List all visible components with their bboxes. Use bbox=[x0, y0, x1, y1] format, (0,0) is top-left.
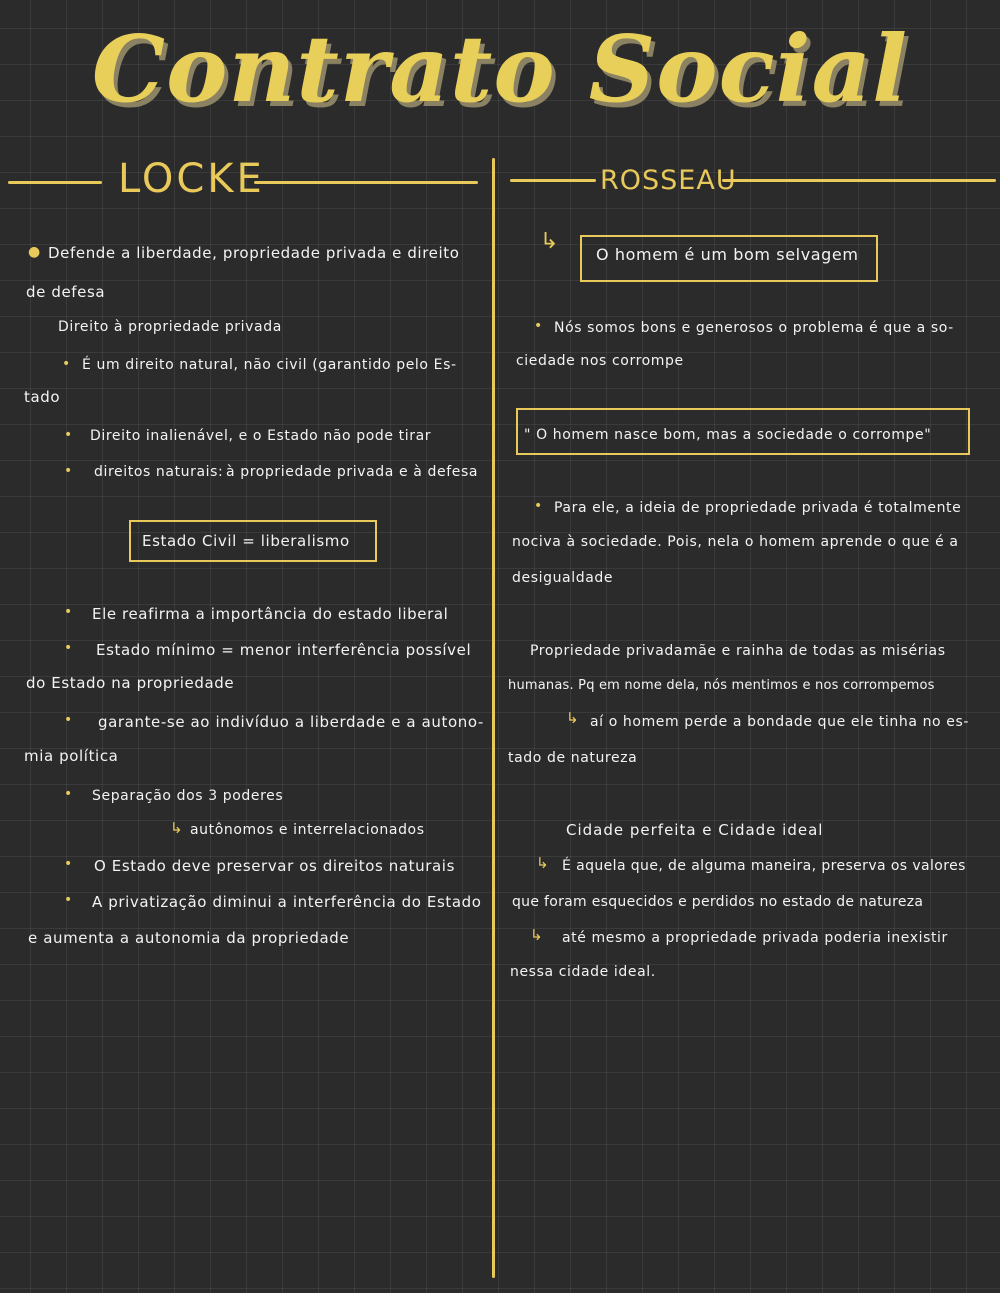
arrow-return-icon: ↳ bbox=[540, 229, 559, 254]
list-item: tado bbox=[24, 388, 61, 406]
label-propriedade-privada: Propriedade privada: bbox=[530, 643, 689, 659]
arrow-return-icon: ↳ bbox=[566, 709, 579, 727]
header-line-right-a bbox=[510, 179, 596, 182]
list-item: A privatização diminui a interferência do Estado bbox=[92, 893, 482, 911]
list-item: O Estado deve preservar os direitos naturais bbox=[94, 857, 455, 875]
list-item: de defesa bbox=[26, 283, 106, 301]
list-item: Defende a liberdade, propriedade privada e direito bbox=[48, 244, 460, 262]
column-header-locke: LOCKE bbox=[118, 156, 265, 202]
list-item: nociva à sociedade. Pois, nela o homem aprende o que é a bbox=[512, 534, 959, 550]
header-line-left-a bbox=[8, 181, 102, 184]
list-item: É um direito natural, não civil (garantido pelo Es- bbox=[82, 357, 457, 373]
column-header-rosseau: ROSSEAU bbox=[600, 165, 737, 196]
arrow-return-icon: ↳ bbox=[170, 819, 183, 837]
list-item: ciedade nos corrompe bbox=[516, 353, 684, 369]
bullet-dot: • bbox=[64, 463, 73, 479]
header-line-left-b bbox=[254, 181, 478, 184]
list-item: tado de natureza bbox=[508, 750, 638, 766]
list-item: desigualdade bbox=[512, 570, 614, 586]
list-item: Estado mínimo = menor interferência possível bbox=[96, 641, 472, 659]
bullet-dot: • bbox=[534, 498, 543, 514]
bullet-dot: • bbox=[64, 712, 73, 728]
list-item: garante-se ao indivíduo a liberdade e a autono- bbox=[98, 713, 484, 731]
list-item: nessa cidade ideal. bbox=[510, 964, 656, 980]
bullet-dot: • bbox=[64, 640, 73, 656]
bullet-dot: • bbox=[534, 318, 543, 334]
list-item: aí o homem perde a bondade que ele tinha no es- bbox=[590, 714, 970, 730]
bullet-dot: • bbox=[64, 604, 73, 620]
boxed-statement-text: O homem é um bom selvagem bbox=[596, 245, 859, 264]
bullet-dot: • bbox=[64, 892, 73, 908]
list-item: mia política bbox=[24, 747, 119, 765]
bullet-dot: • bbox=[64, 427, 73, 443]
list-item: humanas. Pq em nome dela, nós mentimos e nos corrompemos bbox=[508, 678, 935, 693]
subheading: Direito à propriedade privada bbox=[58, 319, 282, 335]
bullet-dot: • bbox=[64, 856, 73, 872]
list-item: É aquela que, de alguma maneira, preserva os valores bbox=[562, 858, 966, 874]
list-item: à propriedade privada e à defesa bbox=[226, 464, 479, 480]
list-item: Para ele, a ideia de propriedade privada é totalmente bbox=[554, 500, 962, 516]
list-item: do Estado na propriedade bbox=[26, 674, 235, 692]
page-title: Contrato Social bbox=[91, 15, 909, 123]
arrow-return-icon: ↳ bbox=[536, 854, 549, 872]
list-item: e aumenta a autonomia da propriedade bbox=[28, 929, 350, 947]
list-item: até mesmo a propriedade privada poderia inexistir bbox=[562, 930, 948, 946]
arrow-return-icon: ↳ bbox=[530, 926, 543, 944]
list-item: mãe e rainha de todas as misérias bbox=[684, 643, 946, 659]
bullet-dot: • bbox=[62, 356, 71, 372]
subheading: Cidade perfeita e Cidade ideal bbox=[566, 821, 824, 839]
list-item: Separação dos 3 poderes bbox=[92, 788, 284, 804]
quote-text: " O homem nasce bom, mas a sociedade o corrompe" bbox=[524, 427, 932, 443]
bullet-dot: ● bbox=[28, 244, 41, 260]
list-item: Nós somos bons e generosos o problema é que a so- bbox=[554, 320, 954, 336]
column-divider bbox=[492, 158, 495, 1278]
list-item: Direito inalienável, e o Estado não pode tirar bbox=[90, 428, 432, 444]
label-direitos-naturais: direitos naturais: bbox=[94, 464, 224, 480]
boxed-statement-text: Estado Civil = liberalismo bbox=[142, 532, 350, 550]
list-item: Ele reafirma a importância do estado liberal bbox=[92, 605, 449, 623]
header-line-right-b bbox=[722, 179, 996, 182]
bullet-dot: • bbox=[64, 786, 73, 802]
list-item: autônomos e interrelacionados bbox=[190, 822, 425, 838]
list-item: que foram esquecidos e perdidos no estado de natureza bbox=[512, 894, 924, 910]
